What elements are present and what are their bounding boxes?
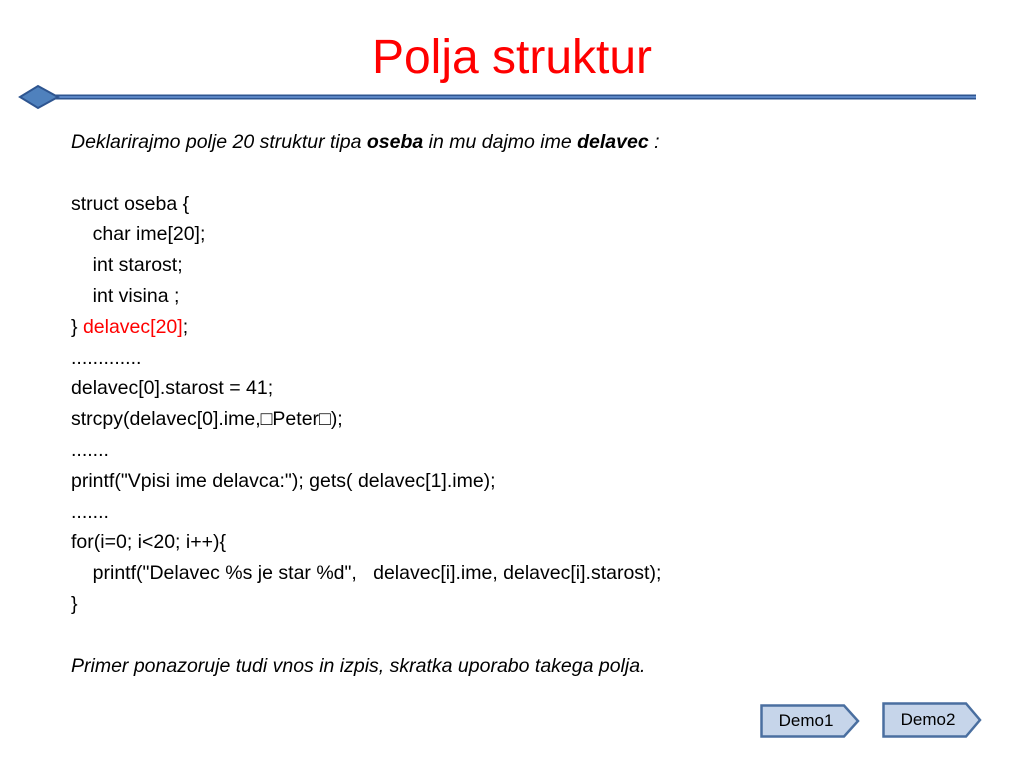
code-line: for(i=0; i<20; i++){ [71, 531, 227, 554]
demo2-label: Demo2 [900, 710, 956, 729]
code-line: printf("Delavec %s je star %d", delavec[i].ime, delavec[i].starost); [71, 562, 662, 585]
type-name: oseba [366, 131, 424, 153]
code-line: } [71, 592, 78, 615]
highlighted-array-declaration: delavec[20] [82, 315, 183, 338]
code-line: ....... [71, 438, 109, 461]
demo1-button[interactable] [760, 704, 860, 738]
code-line: delavec[0].starost = 41; [71, 377, 274, 400]
array-name: delavec [577, 131, 649, 153]
intro-text: Deklarirajmo polje 20 struktur tipa oseba in mu dajmo ime delavec : [71, 131, 660, 153]
demo1-label: Demo1 [778, 711, 834, 730]
demo2-button[interactable] [882, 702, 982, 738]
diamond-icon [20, 86, 58, 108]
slide-body [71, 127, 971, 681]
code-line: int starost; [71, 254, 183, 277]
code-line: struct oseba { [71, 192, 190, 215]
blank-line [71, 620, 971, 651]
code-line: strcpy(delavec[0].ime,□Peter□); [71, 408, 343, 431]
code-line: printf("Vpisi ime delavca:"); gets( delavec[1].ime); [71, 469, 496, 492]
slide-title: Polja struktur [371, 31, 653, 84]
title-divider [18, 84, 980, 110]
footer-note: Primer ponazoruje tudi vnos in izpis, skratka uporabo takega polja. [71, 654, 646, 677]
code-line: ............. [71, 346, 142, 369]
code-line: int visina ; [71, 284, 180, 307]
code-line: } delavec[20]; [71, 315, 189, 338]
blank-line [71, 158, 971, 189]
code-line: ....... [71, 500, 109, 523]
code-line: char ime[20]; [71, 223, 206, 246]
